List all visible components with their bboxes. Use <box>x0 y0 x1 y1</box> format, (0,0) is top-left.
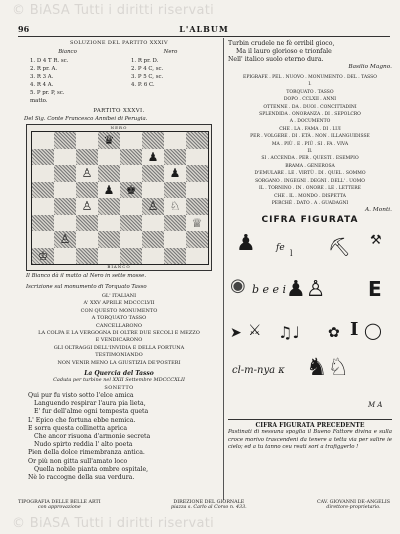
move-line: 1. D 4 T R. sc. <box>30 58 69 64</box>
inscription-line: A TORQUATO TASSO <box>91 315 147 322</box>
board-square <box>98 215 120 232</box>
footer-line: CAV. GIOVANNI DE-ANGELIS <box>317 500 390 505</box>
board-square <box>186 248 208 265</box>
epigraph-line: PERCHÈ . DATO . A . GUADAGNI <box>271 200 349 206</box>
hammer-icon: ⚒ <box>370 233 382 249</box>
heading-nero: Nero <box>163 49 178 55</box>
rebus-letter-i: I <box>350 319 359 341</box>
move-line: 4. R 4 A. <box>30 82 54 88</box>
cifra-mark: M A <box>368 401 383 410</box>
board-square <box>164 198 186 215</box>
left-column <box>20 40 218 482</box>
poem-continuation <box>228 40 392 64</box>
epigraph-line: I. <box>308 82 312 88</box>
board-square <box>120 165 142 182</box>
poem-line: Quella nobile pianta ombre ospitale, <box>34 465 149 473</box>
watermark-bottom: © BiASA Tutti i diritti riservati <box>12 516 215 531</box>
board-square <box>98 198 120 215</box>
board-square <box>186 182 208 199</box>
board-square <box>76 165 98 182</box>
footer-line: piazza s. Carlo al Corso n. 433. <box>171 505 247 510</box>
allegorical-figures-icon: ♞♘ <box>306 353 350 382</box>
board-square <box>76 132 98 149</box>
fish-icon: ✿ <box>328 325 340 342</box>
board-square <box>164 165 186 182</box>
epigraph-line: OTTENNE . DA . DUOI . CONCITTADINI <box>263 104 357 110</box>
board-square <box>164 215 186 232</box>
footer-line: con approvazione <box>37 505 81 510</box>
rebus-letter-e: E <box>368 277 382 302</box>
board-square <box>98 231 120 248</box>
inscription-title: Iscrizione sul monumento di Torquato Tasso <box>26 284 147 290</box>
solution-moves <box>20 57 218 105</box>
board-square <box>32 149 54 166</box>
page-title: L'ALBUM <box>179 24 229 34</box>
board-square <box>32 198 54 215</box>
board-square <box>54 248 76 265</box>
board-square <box>98 132 120 149</box>
page-header <box>18 24 390 37</box>
footer-line: direttore-proprietario. <box>326 505 381 510</box>
board-caption: Il Bianco dà il matto al Nero in sette mosse. <box>26 273 147 279</box>
figures-group-icon: ♟♙ <box>286 277 326 303</box>
footer-col-direction <box>171 500 247 510</box>
footer-col-print <box>18 500 101 510</box>
inscription-line: CANCELLARONO <box>96 322 142 329</box>
sonnet-text <box>20 392 218 482</box>
board-square <box>186 165 208 182</box>
epigraph-text <box>228 74 392 207</box>
arrow-icon: ➤ <box>230 325 242 342</box>
board-square <box>98 165 120 182</box>
board-square <box>76 231 98 248</box>
board-square <box>54 132 76 149</box>
board-square <box>76 182 98 199</box>
board-square <box>142 215 164 232</box>
footer-line: DIREZIONE DEL GIORNALE <box>173 500 245 505</box>
inscription-line: E VENDICARONO <box>95 337 143 344</box>
poem-line: Nudo spirto reddia l' alto poeta <box>34 441 133 449</box>
board-square <box>76 198 98 215</box>
poem-line: Turbin crudele ne fè orribil gioco, <box>228 40 335 47</box>
board-square <box>164 149 186 166</box>
inscription-line: TESTIMONIANDO <box>95 352 143 359</box>
chess-piece-icon: ♟ <box>103 182 115 197</box>
heading-bianco: Bianco <box>58 49 77 55</box>
board-square <box>120 149 142 166</box>
epigraph-line: II. <box>307 149 313 155</box>
epigraph-line: CHE . LA . FAMA . DI . LUI <box>279 126 341 132</box>
board-square <box>76 215 98 232</box>
problem-author: Del Sig. Conte Francesco Annibei di Perugia. <box>24 116 148 122</box>
foot-icon: ⛏ <box>328 237 351 259</box>
board-square <box>54 215 76 232</box>
board-square <box>164 248 186 265</box>
page-number: 96 <box>18 24 30 34</box>
board-square <box>120 132 142 149</box>
board-square <box>186 231 208 248</box>
poem-line: Languendo respirar l'aura pia lieta, <box>34 400 146 408</box>
move-line: 1. R pr. D. <box>131 58 159 64</box>
quercia-subtitle: Caduta per turbine nel XXII Settembre MDCCCXLII <box>53 377 185 384</box>
chess-board <box>31 131 209 265</box>
epigraph-signature: A. Monti. <box>364 207 392 214</box>
board-square <box>142 231 164 248</box>
page-footer <box>18 500 390 510</box>
move-line: 2. R pr. A. <box>30 66 58 72</box>
epigraph-line: IL . TORNINO . IN . ONORE . LE . LETTERE <box>259 186 361 192</box>
board-square <box>76 248 98 265</box>
right-column <box>228 40 392 451</box>
solution-headings <box>20 49 218 55</box>
poem-signature: Basilio Magno. <box>348 64 392 70</box>
board-square <box>186 132 208 149</box>
quercia-title: La Quercia del Tasso <box>84 370 154 378</box>
chess-piece-icon: ♙ <box>147 199 159 214</box>
rebus-letters-mnya: cl-m-nya κ <box>232 365 285 377</box>
music-notes-icon: ♫♩ <box>278 323 300 343</box>
partito-title: PARTITO XXXVI. <box>93 108 145 114</box>
board-square <box>142 198 164 215</box>
board-square <box>98 248 120 265</box>
board-square <box>54 165 76 182</box>
epigraph-line: D'EMULARE . LE . VIRTÙ . DI . QUEL . SOMMO <box>254 171 366 177</box>
move-line: 3. P 5 C, sc. <box>131 74 164 80</box>
inscription-line: GL' ITALIANI <box>101 293 137 299</box>
chess-piece-icon: ♔ <box>37 248 49 263</box>
board-square <box>76 149 98 166</box>
epigraph-line: SI . ACCENDA . PER . QUESTI . ESEMPIO <box>261 156 359 162</box>
board-square <box>98 149 120 166</box>
board-square <box>54 231 76 248</box>
epigraph-line: DOPO . CCLXII . ANNI <box>283 97 337 103</box>
epigraph-line: MA . PIÙ . E . PIÙ . SI . FA . VIVA <box>271 141 349 147</box>
board-square <box>164 182 186 199</box>
poem-line: Pien della dolce rimembranza antica. <box>28 449 145 457</box>
rebus-letters-fe: fe <box>276 243 285 254</box>
chess-piece-icon: ♙ <box>59 232 71 247</box>
inscription-line: NON VENIR MENO LA GIUSTIZIA DE'POSTERI <box>57 359 181 366</box>
chess-diagram <box>26 124 212 271</box>
rebus-letters-beei: b e e i <box>252 283 287 297</box>
rule <box>228 419 392 420</box>
chess-piece-icon: ♕ <box>191 215 203 230</box>
move-line: 4. P. 6 C. <box>131 82 155 88</box>
board-square <box>120 248 142 265</box>
board-square <box>54 198 76 215</box>
board-label-bottom: BIANCO <box>107 264 131 269</box>
poem-line: Nè lo raccogne della sua verdura. <box>28 474 135 482</box>
poem-line: E sorra questa collinetta aprica <box>28 424 128 432</box>
seated-figure-icon: ♟ <box>236 231 256 257</box>
white-moves <box>20 57 117 105</box>
sonetto-heading: SONETTO <box>104 385 134 392</box>
poem-line: Che ancor risuona d'armonie secreta <box>34 433 151 441</box>
poem-line: Ma il lauro glorioso e trionfale <box>236 48 332 55</box>
inscription-text <box>20 293 218 367</box>
epigraph-line: EPIGRAFE . PEL . NUOVO . MONUMENTO . DEL . TASSO <box>243 75 377 80</box>
watermark-top: © BiASA Tutti i diritti riservati <box>12 3 215 18</box>
move-line: 5. P pr. P, sc. matto. <box>30 90 65 104</box>
epigraph-line: PER . VOLGERE . DI . ETÀ . NON . ILLANGUIDISSE <box>250 134 370 140</box>
prev-text: Pastinati di nessuna spoglia il Bueno Fattore divina e sulla croce morivo trascendeni da tenere a tetta via per salire ie cielo; ed a tu tanno ceu reati sori a trafiggerlo ! <box>228 429 392 450</box>
solution-title: SOLUZIONE DEL PARTITO XXXIV <box>69 40 169 46</box>
move-line: 3. R 3 A. <box>30 74 54 80</box>
chess-piece-icon: ♙ <box>81 166 93 181</box>
rebus-letter-l: l <box>290 249 293 259</box>
epigraph-line: TORQUATO . TASSO <box>286 89 334 95</box>
epigraph-line: SPLENDIDA . ONORANZA . DI . SEPOLCRO <box>259 112 361 118</box>
board-square <box>32 231 54 248</box>
ring-icon: ◯ <box>364 321 382 341</box>
board-square <box>142 165 164 182</box>
inscription-line: CON QUESTO MONUMENTO <box>80 307 158 314</box>
rebus-illustration <box>228 225 392 415</box>
chess-piece-icon: ♙ <box>81 199 93 214</box>
cifra-title: CIFRA FIGURATA <box>261 215 359 226</box>
poem-line: Nell' italico suolo eterno dura. <box>228 56 324 63</box>
board-square <box>54 149 76 166</box>
board-square <box>32 165 54 182</box>
epigraph-line: A . DOCUMENTO <box>289 119 331 125</box>
board-label-top: NERO <box>110 125 128 130</box>
poem-line: L' Epico che fortuna ebbe nemica. <box>28 416 136 424</box>
chess-piece-icon: ♚ <box>125 182 137 197</box>
chess-piece-icon: ♟ <box>169 166 181 181</box>
board-square <box>186 149 208 166</box>
epigraph-line: CHE . IL . MONDO . DISPETTA <box>274 193 346 199</box>
footer-line: TIPOGRAFIA DELLE BELLE ARTI <box>18 500 101 505</box>
inscription-line: GLI OLTRAGGI DELL'INVIDIA E DELLA FORTUNA <box>53 344 185 351</box>
board-square <box>142 132 164 149</box>
board-square <box>98 182 120 199</box>
board-square <box>120 198 142 215</box>
prev-title: CIFRA FIGURATA PRECEDENTE <box>255 422 365 430</box>
board-square <box>164 132 186 149</box>
epigraph-line: BRAMA . GENEROSA <box>285 163 335 169</box>
board-square <box>186 198 208 215</box>
chess-piece-icon: ♛ <box>103 133 115 148</box>
board-square <box>164 231 186 248</box>
footer-col-director <box>317 500 390 510</box>
poem-line: Qui pur fu visto sotto l'elce amica <box>28 392 134 400</box>
poem-line: Or più non gitta sull'amato loco <box>28 457 128 465</box>
board-square <box>142 248 164 265</box>
inscription-line: LA COLPA E LA VERGOGNA DI OLTRE DUE SECOLI E MEZZO <box>38 330 200 337</box>
board-square <box>142 182 164 199</box>
board-square <box>120 182 142 199</box>
eye-icon: ◉ <box>230 275 246 297</box>
board-square <box>32 132 54 149</box>
epigraph-line: SORGANO . INGEGNI . DEGNI . DELL' . UOMO <box>255 178 365 184</box>
board-square <box>32 182 54 199</box>
inscription-line: A' XXV APRILE MDCCCLVII <box>83 300 155 307</box>
column-divider <box>223 38 224 500</box>
board-square <box>186 215 208 232</box>
black-moves <box>117 57 218 105</box>
poem-line: E' fur dell'alme ogni tempesta queta <box>34 408 149 416</box>
board-square <box>120 231 142 248</box>
board-square <box>120 215 142 232</box>
move-line: 2. P 4 C, sc. <box>131 66 164 72</box>
chess-piece-icon: ♟ <box>147 149 159 164</box>
chess-piece-icon: ♘ <box>169 199 181 214</box>
board-square <box>32 215 54 232</box>
board-square <box>32 248 54 265</box>
board-square <box>54 182 76 199</box>
board-square <box>142 149 164 166</box>
weapon-icon: ⚔ <box>248 321 262 340</box>
